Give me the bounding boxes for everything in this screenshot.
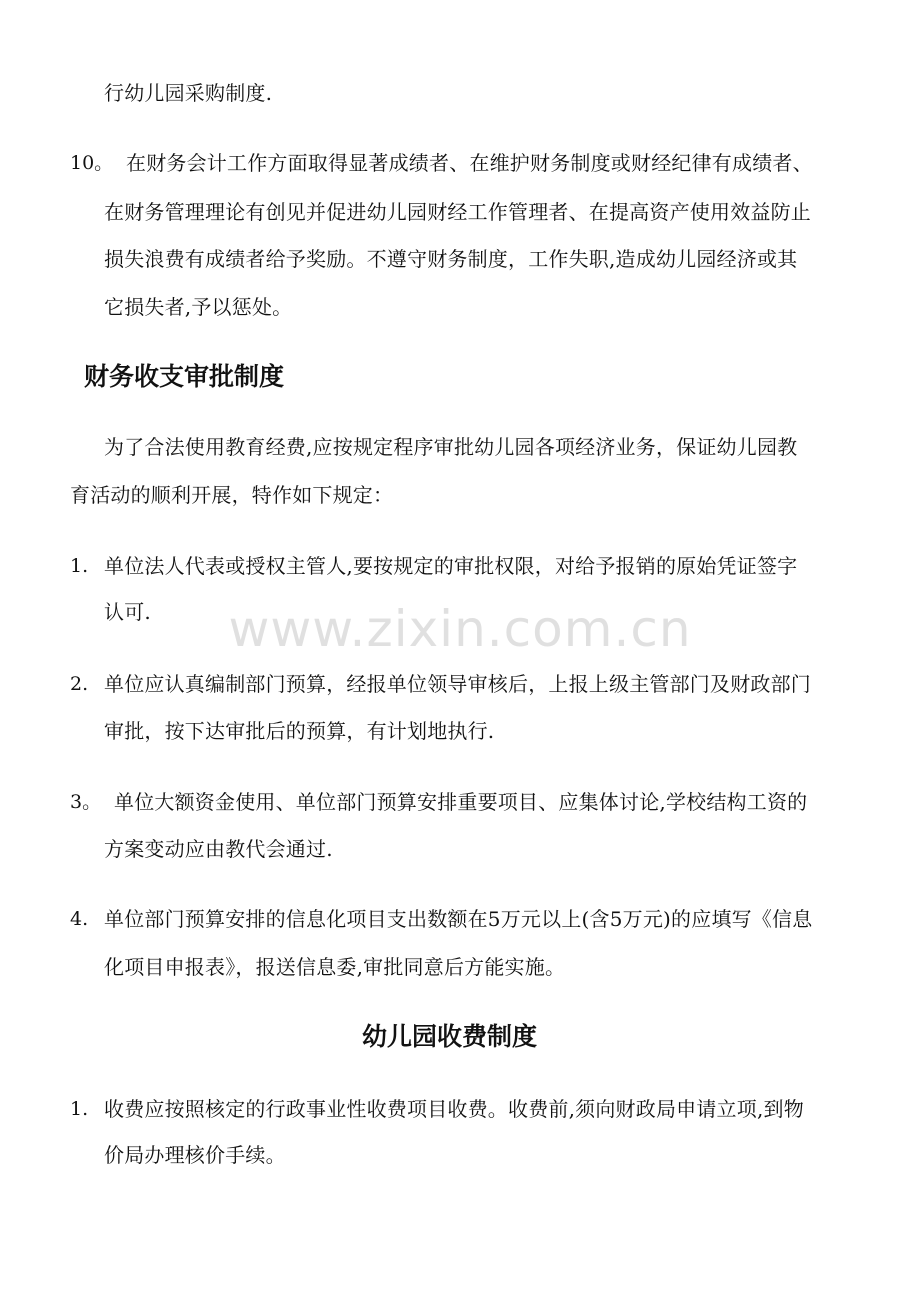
item-text-line: 单位部门预算安排的信息化项目支出数额在5万元以上(含5万元)的应填写《信息 <box>104 907 813 931</box>
item-text-line: 在财务会计工作方面取得显著成绩者、在维护财务制度或财经纪律有成绩者、 <box>126 151 813 175</box>
item-text-line: 损失浪费有成绩者给予奖励。不遵守财务制度，工作失职,造成幼儿园经济或其 <box>104 247 798 271</box>
item-number: 3。 <box>70 791 102 813</box>
item-number: 1. <box>70 1098 89 1120</box>
item-text-line: 单位法人代表或授权主管人,要按规定的审批权限，对给予报销的原始凭证签字 <box>104 554 798 578</box>
paragraph-continuation: 行幼儿园采购制度. <box>104 81 273 105</box>
item-text-line: 认可. <box>104 600 151 624</box>
item-text-line: 价局办理核价手续。 <box>104 1143 286 1167</box>
item-text-line: 方案变动应由教代会通过. <box>104 837 333 861</box>
section-heading: 财务收支审批制度 <box>84 362 285 391</box>
item-text-line: 它损失者,予以惩处。 <box>104 295 293 319</box>
section-intro-line: 育活动的顺利开展，特作如下规定： <box>70 483 394 507</box>
section-intro-line: 为了合法使用教育经费,应按规定程序审批幼儿园各项经济业务，保证幼儿园教 <box>104 435 798 459</box>
watermark: www.zixin.com.cn <box>228 600 692 658</box>
item-text-line: 单位大额资金使用、单位部门预算安排重要项目、应集体讨论,学校结构工资的 <box>114 790 808 814</box>
item-number: 10。 <box>70 152 114 174</box>
item-number: 4. <box>70 908 89 930</box>
item-number: 2. <box>70 673 89 695</box>
item-number: 1. <box>70 555 89 577</box>
item-text-line: 化项目申报表》，报送信息委,审批同意后方能实施。 <box>104 955 566 979</box>
section-heading: 幼儿园收费制度 <box>362 1022 538 1051</box>
item-text-line: 审批，按下达审批后的预算，有计划地执行. <box>104 719 495 743</box>
item-text-line: 单位应认真编制部门预算，经报单位领导审核后，上报上级主管部门及财政部门 <box>104 672 811 696</box>
item-text-line: 在财务管理理论有创见并促进幼儿园财经工作管理者、在提高资产使用效益防止 <box>104 200 811 224</box>
item-text-line: 收费应按照核定的行政事业性收费项目收费。收费前,须向财政局申请立项,到物 <box>104 1097 804 1121</box>
